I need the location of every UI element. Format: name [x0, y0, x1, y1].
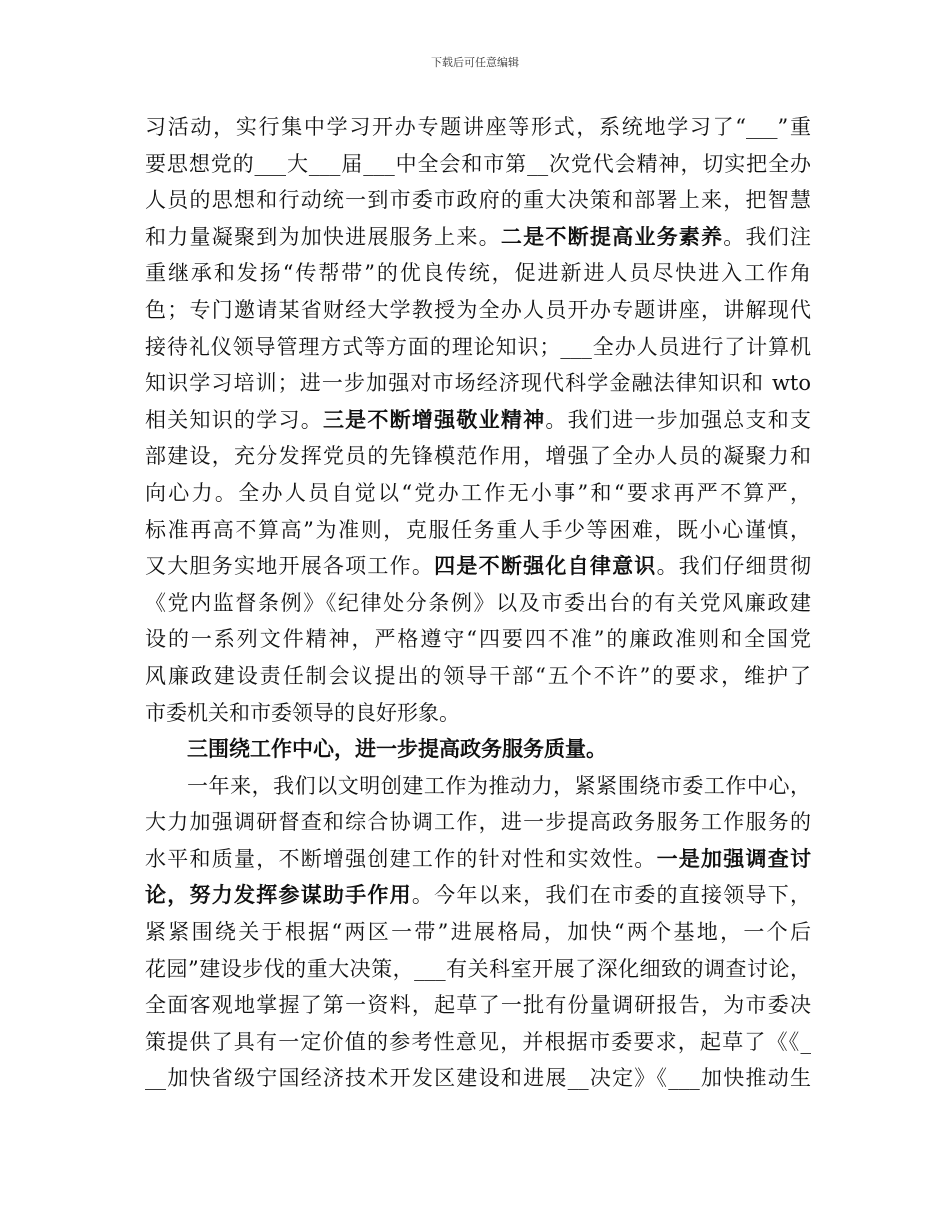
- text-line: [145, 548, 811, 585]
- text-line: 策提供了具有一定价值的参考性意见，并根据市委要求，起草了《《_: [145, 1029, 811, 1054]
- text-line: [145, 877, 811, 914]
- section-heading: [145, 731, 811, 768]
- bold-point-two: 二是不断提高业务素养: [500, 223, 724, 249]
- text-line: 《党内监督条例》《纪律处分条例》以及市委出台的有关党风廉政建: [145, 590, 811, 615]
- text-run: 。我们注: [723, 224, 812, 249]
- text-line: 向心力。全办人员自觉以“党办工作无小事”和“要求再严不算严，: [145, 480, 811, 505]
- bold-point-four: 四是不断强化自律意识: [434, 553, 657, 579]
- text-line: [145, 219, 811, 256]
- text-line: 人员的思想和行动统一到市委市政府的重大决策和部署上来，把智慧: [145, 188, 811, 213]
- text-line: 设的一系列文件精神，严格遵守“四要四不准”的廉政准则和全国党: [145, 627, 811, 652]
- text-line: 部建设，充分发挥党员的先锋模范作用，增强了全办人员的凝聚力和: [145, 444, 811, 469]
- text-run: 水平和质量，不断增强创建工作的针对性和实效性。: [145, 846, 657, 871]
- text-line: 全面客观地掌握了第一资料，起草了一批有份量调研报告，为市委决: [145, 993, 811, 1018]
- bold-point-one-cont: 论，努力发挥参谋助手作用: [145, 882, 412, 908]
- document-body: [145, 109, 811, 1097]
- text-run: 。今年以来，我们在市委的直接领导下，: [411, 883, 812, 908]
- text-run: 又大胆务实地开展各项工作。: [145, 554, 435, 579]
- text-run: 。我们进一步加强总支和支: [545, 407, 812, 432]
- text-line: 标准再高不算高”为准则，克服任务重人手少等困难，既小心谨慎，: [145, 517, 811, 542]
- text-line: [145, 841, 811, 878]
- bold-point-three: 三是不断增强敬业精神: [322, 406, 546, 432]
- text-run: 。我们仔细贯彻: [656, 554, 812, 579]
- bold-point-one: 一是加强调查讨: [656, 845, 812, 871]
- text-line: 大力加强调研督查和综合协调工作，进一步提高政务服务工作服务的: [145, 810, 811, 835]
- text-line: 风廉政建设责任制会议提出的领导干部“五个不许”的要求，维护了: [145, 663, 811, 688]
- text-run: 和力量凝聚到为加快进展服务上来。: [145, 224, 501, 249]
- page-header: 下载后可任意编辑: [431, 56, 519, 69]
- text-line: [145, 402, 811, 439]
- text-line: __加快省级宁国经济技术开发区建设和进展__决定》《___加快推动生: [145, 1066, 811, 1091]
- text-line: 要思想党的___大___届___中全会和市第__次党代会精神，切实把全办: [145, 151, 811, 176]
- paragraph-study-and-discipline: [145, 109, 811, 731]
- text-line: 重继承和发扬“传帮带”的优良传统，促进新进人员尽快进入工作角: [145, 261, 811, 286]
- section-heading-text: 三围绕工作中心，进一步提高政务服务质量。: [187, 736, 607, 762]
- text-line: 紧紧围绕关于根据“两区一带”进展格局，加快“两个基地，一个后: [145, 920, 811, 945]
- text-line: 知识学习培训；进一步加强对市场经济现代科学金融法律知识和 wto: [145, 371, 811, 396]
- text-line: 接待礼仪领导管理方式等方面的理论知识；___全办人员进行了计算机: [145, 334, 811, 359]
- text-line: 一年来，我们以文明创建工作为推动力，紧紧围绕市委工作中心，: [187, 773, 811, 798]
- text-line: 市委机关和市委领导的良好形象。: [145, 700, 460, 725]
- text-run: 相关知识的学习。: [145, 407, 323, 432]
- text-line: 习活动，实行集中学习开办专题讲座等形式，系统地学习了“___”重: [145, 115, 811, 139]
- text-line: 花园”建设步伐的重大决策，___有关科室开展了深化细致的调查讨论，: [145, 956, 811, 981]
- paragraph-service-quality: [145, 768, 811, 1097]
- text-line: 色；专门邀请某省财经大学教授为全办人员开办专题讲座，讲解现代: [145, 297, 811, 322]
